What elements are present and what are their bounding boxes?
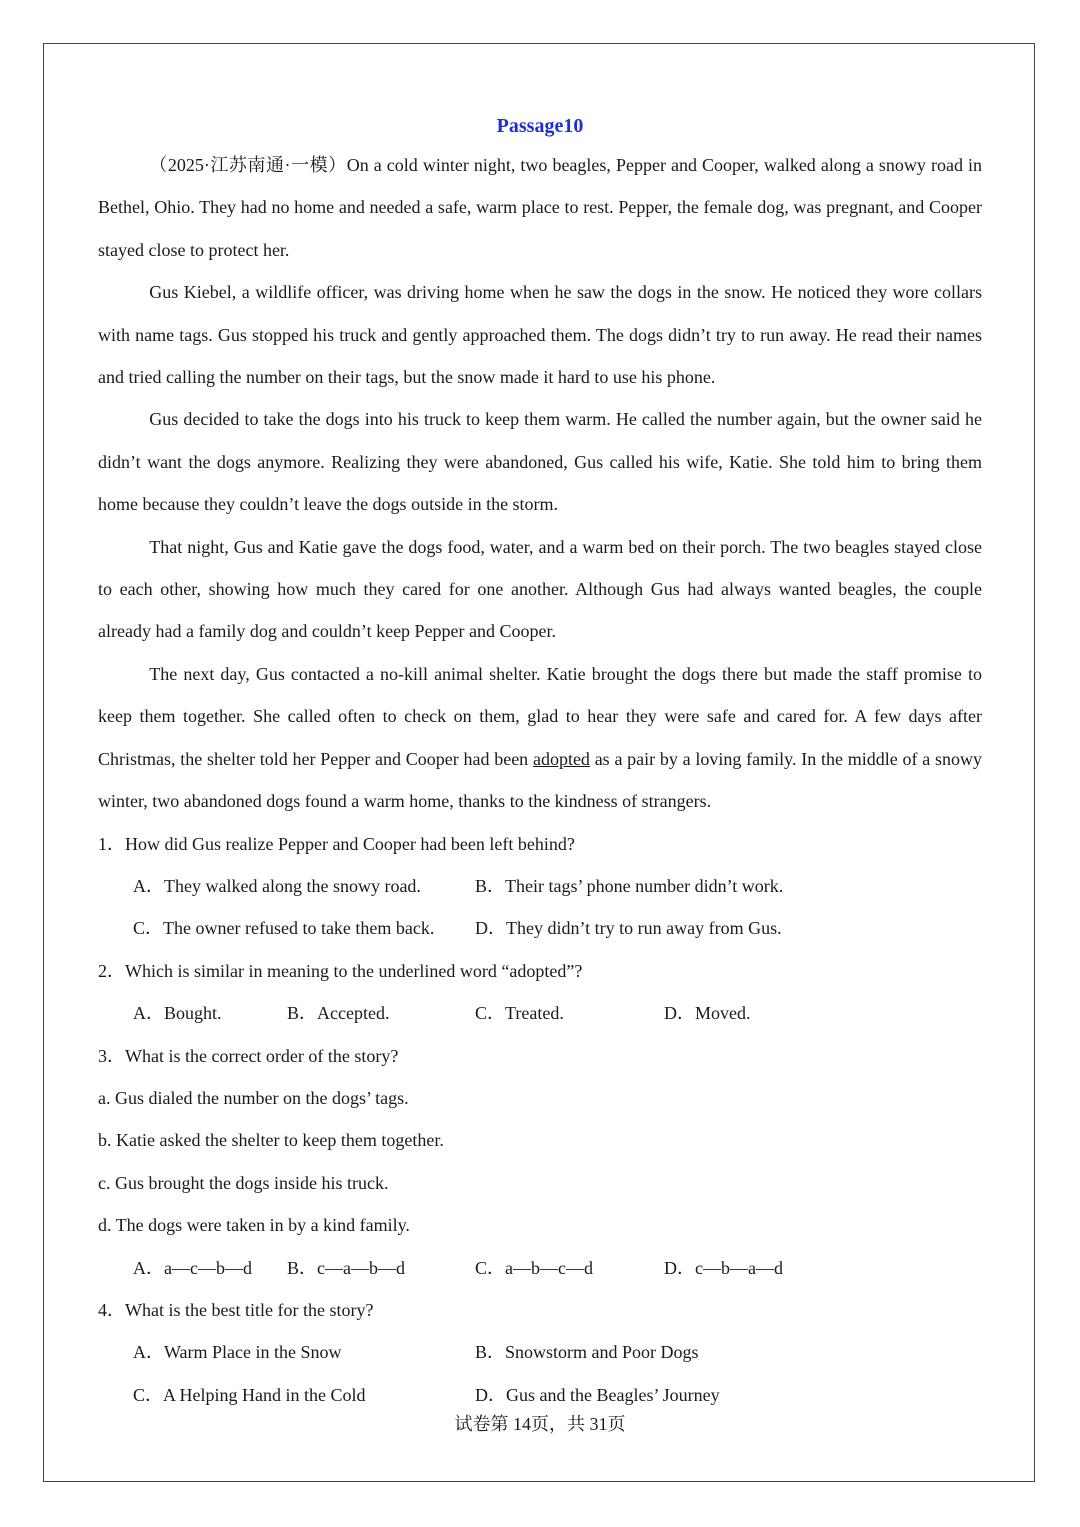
question-4-stem: 4．What is the best title for the story?	[98, 1299, 374, 1320]
q3-option-d: D．c—b—a—d	[664, 1257, 783, 1278]
question-2-stem: 2．Which is similar in meaning to the underlined word “adopted”?	[98, 960, 583, 981]
page-footer: 试卷第 14页，共 31页	[454, 1414, 626, 1434]
q3-option-a: A．a—c—b—d	[133, 1257, 252, 1278]
question-1-stem: 1．How did Gus realize Pepper and Cooper had been left behind?	[98, 833, 575, 854]
question-1-options-row-1	[98, 865, 982, 907]
q2-option-b: B．Accepted.	[287, 1003, 390, 1024]
q1-option-c: C．The owner refused to take them back.	[133, 918, 435, 939]
q4-option-c: C．A Helping Hand in the Cold	[133, 1384, 366, 1405]
paragraph-1: （2025·江苏南通·一模）On a cold winter night, two beagles, Pepper and Cooper, walked along a snowy road in Bethel, Ohio. They had no home and needed a safe, warm place to rest. Pepper, the female dog, was pregnant, and Cooper stayed close to protect her.	[98, 155, 982, 260]
question-1-options-row-2	[98, 907, 982, 949]
q2-option-c: C．Treated.	[475, 1003, 564, 1024]
paragraph-2: Gus Kiebel, a wildlife officer, was driving home when he saw the dogs in the snow. He noticed they wore collars with name tags. Gus stopped his truck and gently approached them. The dogs didn’t try to run away. He read their names and tried calling the number on their tags, but the snow made it hard to use his phone.	[98, 282, 982, 388]
question-4-options-row-1	[98, 1331, 982, 1373]
paragraph-5-after: as a pair by a loving family. In the middle of a snowy winter, two abandoned dogs found a warm home, thanks to the kindness of strangers.	[98, 748, 982, 812]
q2-option-a: A．Bought.	[133, 1003, 222, 1024]
q2-option-d: D．Moved.	[664, 1003, 751, 1024]
page-content	[98, 108, 982, 1416]
paragraph-5-before: The next day, Gus contacted a no-kill animal shelter. Katie brought the dogs there but made the staff promise to keep them together. She called often to check on them, glad to hear they were safe and cared for. A few days after Christmas, the shelter told her Pepper and Cooper had been	[98, 663, 982, 769]
q4-option-d: D．Gus and the Beagles’ Journey	[475, 1384, 720, 1405]
paragraph-3: Gus decided to take the dogs into his truck to keep them warm. He called the number again, but the owner said he didn’t want the dogs anymore. Realizing they were abandoned, Gus called his wife, Katie. She told him to bring them home because they couldn’t leave the dogs outside in the storm.	[98, 409, 982, 515]
q3-event-a: a. Gus dialed the number on the dogs’ tags.	[98, 1087, 409, 1108]
q1-option-b: B．Their tags’ phone number didn’t work.	[475, 875, 784, 896]
q3-event-c: c. Gus brought the dogs inside his truck.	[98, 1172, 389, 1193]
question-3-stem: 3．What is the correct order of the story?	[98, 1045, 399, 1066]
q4-option-a: A．Warm Place in the Snow	[133, 1342, 342, 1363]
q3-event-b: b. Katie asked the shelter to keep them together.	[98, 1130, 444, 1151]
q3-option-b: B．c—a—b—d	[287, 1257, 405, 1278]
passage-title: Passage10	[496, 115, 584, 137]
paragraph-5	[98, 653, 982, 823]
q3-event-d: d. The dogs were taken in by a kind family.	[98, 1215, 410, 1236]
q3-option-c: C．a—b—c—d	[475, 1257, 593, 1278]
paragraph-4: That night, Gus and Katie gave the dogs food, water, and a warm bed on their porch. The two beagles stayed close to each other, showing how much they cared for one another. Although Gus had always wanted beagles, the couple already had a family dog and couldn’t keep Pepper and Cooper.	[98, 536, 982, 642]
q4-option-b: B．Snowstorm and Poor Dogs	[475, 1342, 699, 1363]
underlined-word: adopted	[532, 748, 590, 769]
question-3-options	[98, 1247, 982, 1289]
q1-option-a: A．They walked along the snowy road.	[133, 875, 421, 896]
q1-option-d: D．They didn’t try to run away from Gus.	[475, 918, 782, 939]
question-2-options	[98, 992, 982, 1034]
